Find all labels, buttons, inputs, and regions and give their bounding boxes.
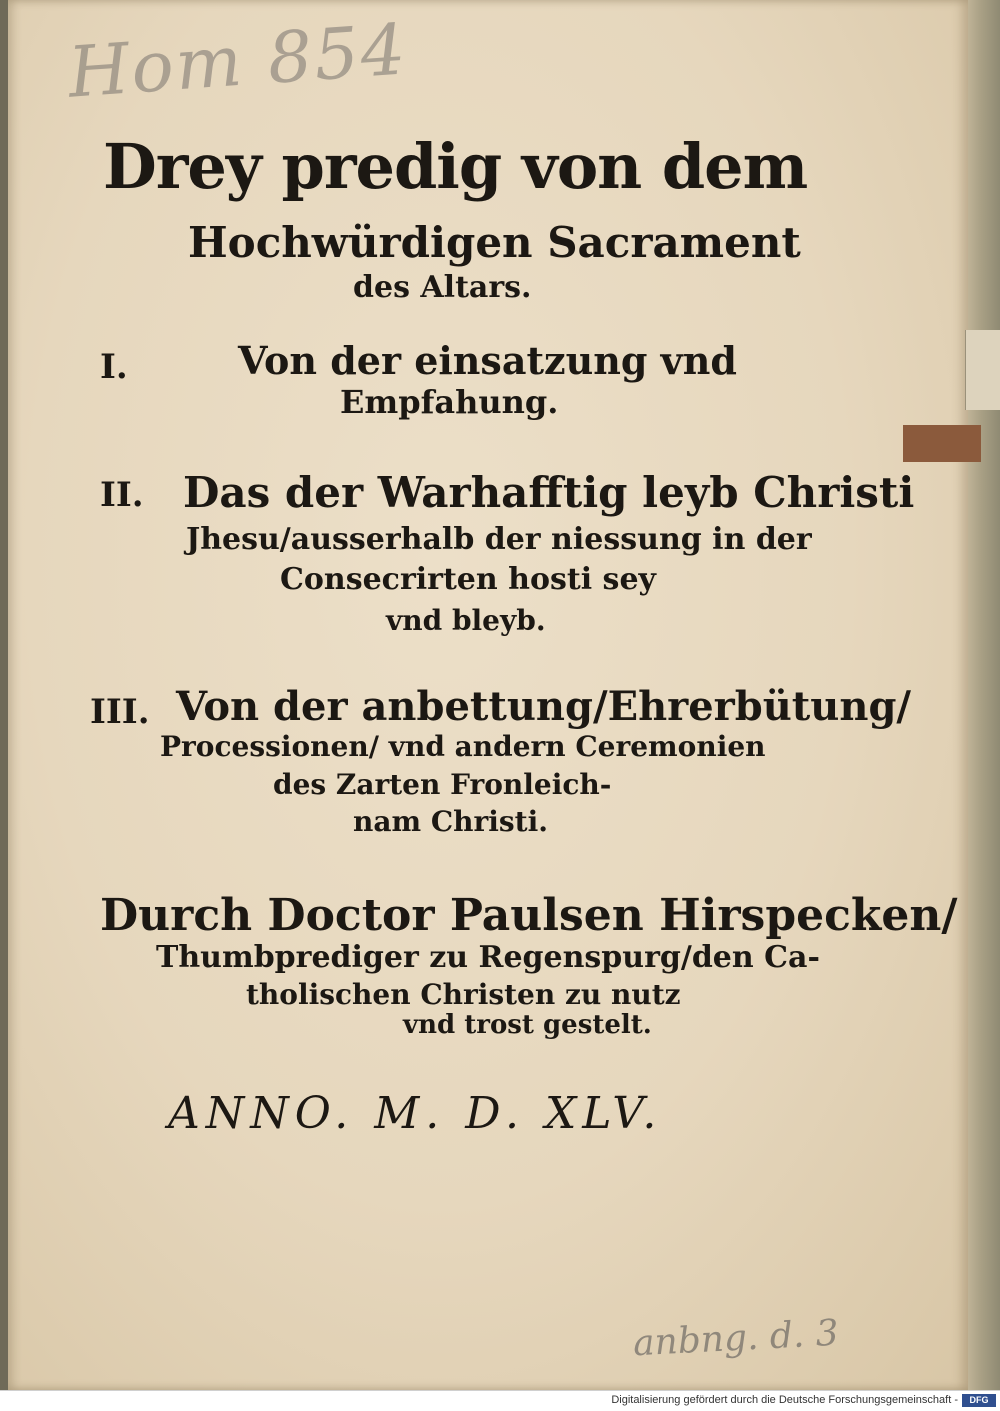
title-line-1: Drey predig von dem bbox=[103, 130, 808, 203]
section-1-line-1: Von der einsatzung vnd bbox=[238, 338, 737, 383]
pencil-annotation: anbng. d. 3 bbox=[632, 1312, 840, 1365]
section-1-line-2: Empfahung. bbox=[340, 383, 559, 421]
section-2-line-3: Consecrirten hosti sey bbox=[280, 562, 656, 597]
section-3-line-2: Processionen/ vnd andern Ceremonien bbox=[160, 730, 766, 763]
title-line-2: Hochwürdigen Sacrament bbox=[188, 218, 801, 267]
author-line-1: Durch Doctor Paulsen Hirspecken/ bbox=[100, 890, 958, 941]
book-edge bbox=[968, 0, 1000, 1390]
section-2-line-1: Das der Warhafftig leyb Christi bbox=[183, 468, 915, 517]
section-3-line-3: des Zarten Fronleich- bbox=[273, 768, 612, 801]
author-line-4: vnd trost gestelt. bbox=[403, 1010, 652, 1040]
digitization-footer bbox=[0, 1390, 1000, 1411]
bookmark-ribbon bbox=[903, 425, 981, 462]
shelfmark-annotation: Hom 854 bbox=[65, 8, 410, 114]
section-numeral-3: III. bbox=[90, 692, 150, 732]
title-line-3: des Altars. bbox=[353, 270, 532, 305]
author-line-3: tholischen Christen zu nutz bbox=[246, 978, 681, 1011]
section-numeral-2: II. bbox=[100, 475, 144, 515]
document-page bbox=[8, 0, 968, 1390]
author-line-2: Thumbprediger zu Regenspurg/den Ca- bbox=[156, 940, 820, 975]
page-tab bbox=[965, 330, 1000, 410]
publication-date: ANNO. M. D. XLV. bbox=[168, 1088, 663, 1139]
section-3-line-4: nam Christi. bbox=[353, 805, 548, 838]
section-2-line-2: Jhesu/ausserhalb der niessung in der bbox=[186, 522, 812, 557]
section-2-line-4: vnd bleyb. bbox=[386, 604, 546, 637]
section-3-line-1: Von der anbettung/Ehrerbütung/ bbox=[176, 683, 912, 730]
footer-credit: Digitalisierung gefördert durch die Deutsche Forschungsgemeinschaft - bbox=[611, 1394, 958, 1406]
dfg-logo-icon: DFG bbox=[962, 1394, 996, 1407]
section-numeral-1: I. bbox=[100, 347, 128, 387]
